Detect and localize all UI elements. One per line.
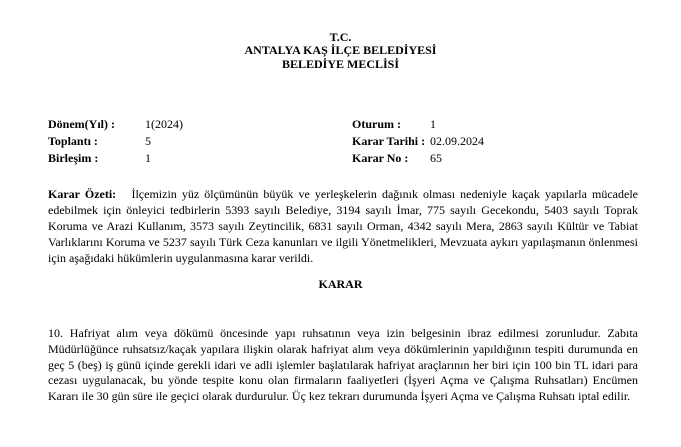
karar-ozeti bbox=[48, 186, 638, 266]
karar-no-label: Karar No : bbox=[352, 151, 409, 165]
donem-value: 1(2024) bbox=[145, 117, 183, 131]
toplanti-label: Toplantı : bbox=[48, 134, 98, 148]
oturum-label: Oturum : bbox=[352, 117, 401, 131]
birlesim-label: Birleşim : bbox=[48, 151, 99, 165]
karar-no-value: 65 bbox=[430, 151, 442, 165]
header-tc: T.C. bbox=[329, 30, 352, 44]
header-municipality: ANTALYA KAŞ İLÇE BELEDİYESİ bbox=[244, 43, 437, 57]
donem-label: Dönem(Yıl) : bbox=[48, 117, 115, 131]
karar-ozeti-label: Karar Özeti: bbox=[48, 187, 117, 201]
header-council: BELEDİYE MECLİSİ bbox=[281, 57, 400, 71]
oturum-value: 1 bbox=[430, 117, 436, 131]
karar-ozeti-text: İlçemizin yüz ölçümünün büyük ve yerleşkelerin dağınık olması nedeniyle kaçak yapılarla mücadele edebilmek için önleyici tedbirlerin 5393 sayılı Belediye, 3194 sayılı İmar, 775 sayılı Gecekondu, 5403 sayılı Toprak Koruma ve Arazi Kullanım, 3573 sayılı Zeytincilik, 6831 sayılı Orman, 4342 sayılı Mera, 2863 sayılı Kültür ve Tabiat Varlıklarını Koruma ve 5237 sayılı Türk Ceza kanunları ve ilgili Yönetmelikleri, Mevzuata aykırı yapılaşmanın önlenmesi için aşağıdaki hükümlerin uygulanmasına karar verildi. bbox=[48, 187, 638, 265]
toplanti-value: 5 bbox=[145, 134, 151, 148]
birlesim-value: 1 bbox=[145, 151, 151, 165]
decision-paragraph: 10. Hafriyat alım veya dökümü öncesinde yapı ruhsatının veya izin belgesinin ibraz edilmesi zorunludur. Zabıta Müdürlüğünce ruhsatsız/kaçak yapılara ilişkin olarak hafriyat alım veya dökümlerinin yapıldığının tespiti durumunda en geç 5 (beş) iş günü içinde gerekli idari ve adli işlemler başlatılarak hafriyat araçlarının her biri için 100 bin TL idari para cezası uygulanacak, bu yönde tespite konu olan firmaların faaliyetleri (İşyeri Açma ve Çalışma Ruhsatları) Encümen Kararı ile 30 gün süre ile geçici olarak durdurulur. Üç kez tekrarı durumunda İşyeri Açma ve Çalışma Ruhsatı iptal edilir. bbox=[48, 326, 638, 404]
karar-tarihi-label: Karar Tarihi : bbox=[352, 134, 426, 148]
karar-tarihi-value: 02.09.2024 bbox=[430, 134, 484, 148]
karar-heading: KARAR bbox=[318, 277, 363, 291]
